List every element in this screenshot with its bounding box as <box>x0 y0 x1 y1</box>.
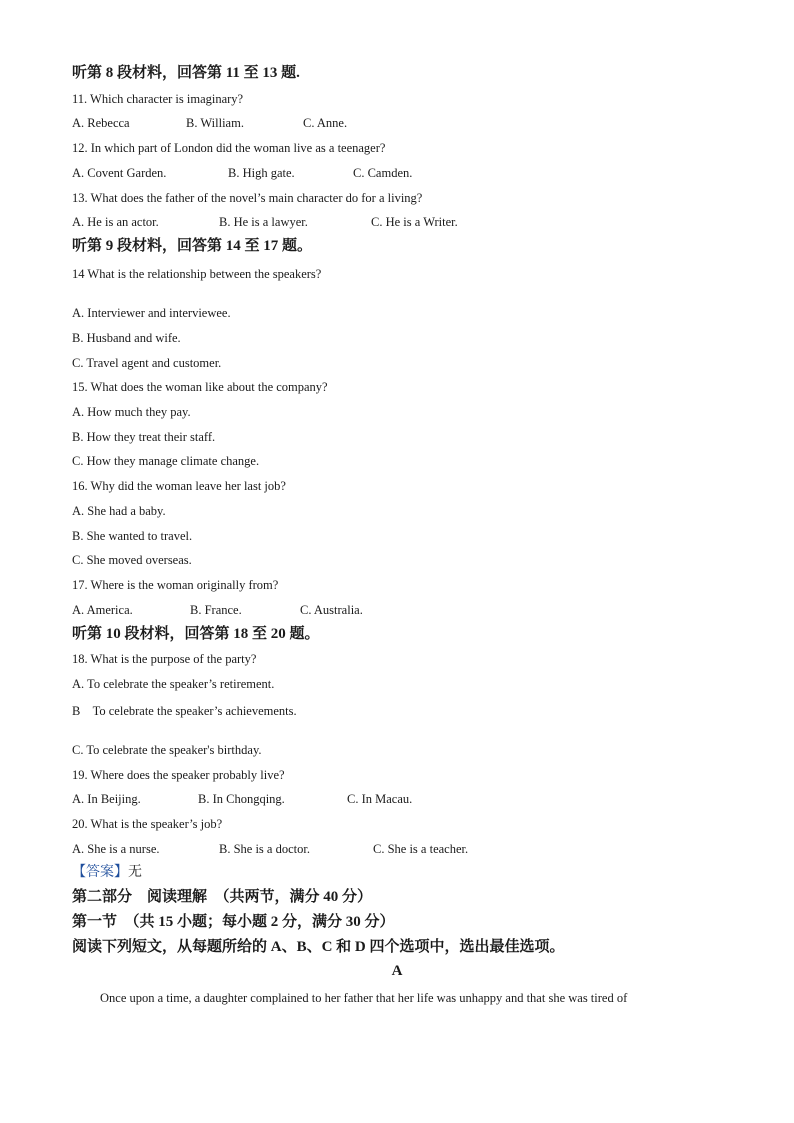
option-b: B. High gate. <box>228 166 295 180</box>
question-18-option-a: A. To celebrate the speaker’s retirement. <box>72 677 275 691</box>
option-a: A. In Beijing. <box>72 792 141 806</box>
option-c: C. Anne. <box>303 116 348 130</box>
question-14-option-c: C. Travel agent and customer. <box>72 356 222 370</box>
question-20: 20. What is the speaker’s job? <box>72 817 223 831</box>
option-a: A. Covent Garden. <box>72 166 167 180</box>
option-a: A. She is a nurse. <box>72 842 160 856</box>
question-15-option-c: C. How they manage climate change. <box>72 454 260 468</box>
part-2-title: 第二部分 阅读理解 （共两节，满分 40 分） <box>72 889 373 905</box>
section-10-heading: 听第 10 段材料，回答第 18 至 20 题。 <box>72 626 320 642</box>
question-11: 11. Which character is imaginary? <box>72 92 244 106</box>
option-c: C. In Macau. <box>347 792 413 806</box>
option-b: B. In Chongqing. <box>198 792 285 806</box>
section-8-heading: 听第 8 段材料，回答第 11 至 13 题. <box>72 65 300 81</box>
option-c: C. She is a teacher. <box>373 842 469 856</box>
option-b: B. He is a lawyer. <box>219 215 308 229</box>
option-b: B. France. <box>190 603 242 617</box>
question-14-option-b: B. Husband and wife. <box>72 331 181 345</box>
question-14: 14 What is the relationship between the speakers? <box>72 267 322 281</box>
answer-line <box>72 865 142 881</box>
question-16-option-c: C. She moved overseas. <box>72 553 192 567</box>
question-13: 13. What does the father of the novel’s main character do for a living? <box>72 191 423 205</box>
section-9-heading: 听第 9 段材料，回答第 14 至 17 题。 <box>72 238 313 254</box>
option-a: A. America. <box>72 603 133 617</box>
option-a: A. He is an actor. <box>72 215 159 229</box>
passage-first-line: Once upon a time, a daughter complained to her father that her life was unhappy and that she was tired of <box>100 991 628 1005</box>
option-c: C. Camden. <box>353 166 413 180</box>
question-15-option-a: A. How much they pay. <box>72 405 191 419</box>
question-17: 17. Where is the woman originally from? <box>72 578 279 592</box>
option-b: B. She is a doctor. <box>219 842 310 856</box>
question-16-option-a: A. She had a baby. <box>72 504 166 518</box>
part-2-section-1: 第一节 （共 15 小题；每小题 2 分，满分 30 分） <box>72 914 395 930</box>
option-b: B. William. <box>186 116 244 130</box>
question-15: 15. What does the woman like about the company? <box>72 380 328 394</box>
question-18-option-c: C. To celebrate the speaker's birthday. <box>72 743 262 757</box>
option-a: A. Rebecca <box>72 116 130 130</box>
question-16-option-b: B. She wanted to travel. <box>72 529 193 543</box>
question-18: 18. What is the purpose of the party? <box>72 652 257 666</box>
question-18-option-b: B To celebrate the speaker’s achievements. <box>72 704 297 718</box>
passage-label: A <box>391 963 403 979</box>
answer-tag: 【答案】 <box>72 865 128 880</box>
answer-value: 无 <box>128 865 142 880</box>
question-15-option-b: B. How they treat their staff. <box>72 430 216 444</box>
reading-instruction: 阅读下列短文，从每题所给的 A、B、C 和 D 四个选项中，选出最佳选项。 <box>72 939 565 955</box>
question-14-option-a: A. Interviewer and interviewee. <box>72 306 231 320</box>
question-12: 12. In which part of London did the woman live as a teenager? <box>72 141 386 155</box>
question-19: 19. Where does the speaker probably live? <box>72 768 285 782</box>
option-c: C. Australia. <box>300 603 363 617</box>
question-16: 16. Why did the woman leave her last job? <box>72 479 286 493</box>
option-c: C. He is a Writer. <box>371 215 458 229</box>
